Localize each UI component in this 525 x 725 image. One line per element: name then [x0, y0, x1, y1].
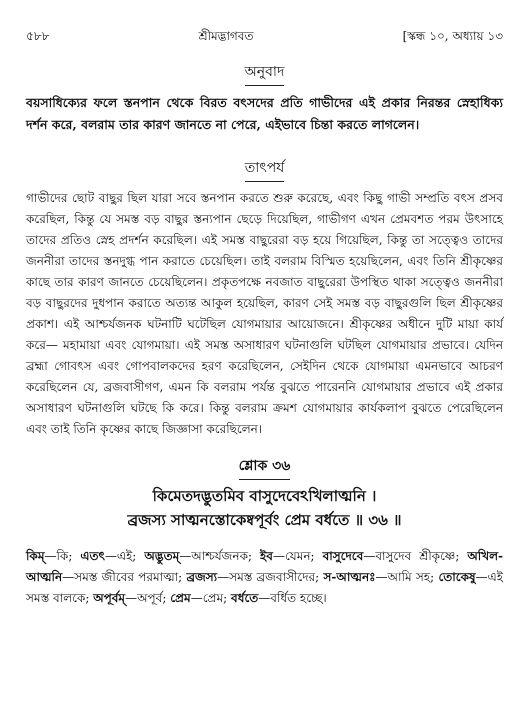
- verse-line-2: ব্রজস্য সাত্মনস্তোকেষ্বপূর্বং প্রেম বর্ধতে ॥ ৩৬ ॥: [127, 511, 402, 529]
- synonym-meaning: —কি;: [44, 549, 81, 563]
- verse-label: শ্লোক ৩৬: [239, 454, 291, 480]
- synonym-meaning: —আমি সহ;: [375, 570, 439, 584]
- synonym-meaning: —সমস্ত জীবের পরমাত্মা;: [62, 570, 187, 584]
- synonym-meaning: —আশ্চর্যজনক;: [179, 549, 261, 563]
- purport-heading-wrap: [26, 156, 503, 182]
- synonym-term: অখিল-আত্মনি: [26, 549, 504, 584]
- synonym-term: স-আত্মনঃ: [323, 570, 376, 584]
- book-title: শ্রীমদ্ভাগবত: [198, 29, 254, 43]
- synonym-meaning: —বর্ধিত হচ্ছে।: [258, 591, 327, 605]
- translation-heading: অনুবাদ: [245, 60, 285, 86]
- translation-heading-wrap: [26, 60, 503, 86]
- synonym-meaning: —এই;: [104, 549, 145, 563]
- synonym-term: তোকেষু: [438, 570, 476, 584]
- verse-label-wrap: [26, 454, 503, 480]
- synonym-term: অদ্ভুতম্: [144, 549, 180, 563]
- synonym-term: অপূর্বম্: [93, 591, 126, 605]
- page-header: [26, 28, 503, 46]
- synonym-meaning: —যেমন;: [272, 549, 323, 563]
- synonym-meaning: —বাসুদেব শ্রীকৃষ্ণে;: [363, 549, 468, 563]
- synonym-meaning: —প্রেম;: [190, 591, 232, 605]
- synonym-term: কিম্: [26, 549, 45, 563]
- synonym-meaning: —সমস্ত ব্রজবাসীদের;: [217, 570, 324, 584]
- synonym-term: এতৎ: [80, 549, 105, 563]
- purport-text: গাভীদের ছোট বাছুর ছিল যারা সবে স্তনপান করতে শুরু করেছে, এবং কিছু গাভী সম্প্রতি বৎস প্রসব করেছিল, কিন্তু যে সমস্ত বড় বাছুর স্তন্যপান ছেড়ে দিয়েছিল, গাভীগণ এখন প্রেমবশত পরম উৎসাহে তাদের প্রতিও স্নেহ প্রদর্শন করেছিল। এই সমস্ত বাছুরেরা বড় হয়ে গিয়েছিল, কিন্তু তা সত্ত্বেও তাদের জননীরা তাদের স্তনদুগ্ধ পান করাতে চেয়েছিল। তাই বলরাম বিস্মিত হয়েছিলেন, এবং তিনি শ্রীকৃষ্ণের কাছে তার কারণ জানতে চেয়েছিলেন। প্রকৃতপক্ষে নবজাত বাছুরেরা উপস্থিত থাকা সত্ত্বেও জননীরা বড় বাছুরদের দুধপান করাতে অত্যন্ত আকুল হয়েছিল, কারণ সেই সমস্ত বড় বাছুরগুলি ছিল শ্রীকৃষ্ণের প্রকাশ। এই আশ্চর্যজনক ঘটনাটি ঘটেছিল যোগমায়ার আয়োজনে। শ্রীকৃষ্ণের অধীনে দুটি মায়া কার্য করে— মহামায়া এবং যোগমায়া। এই সমস্ত অসাধারণ ঘটনাগুলি ঘটছিল যোগমায়ার প্রভাবে। যেদিন ব্রহ্মা গোবৎস এবং গোপবালকদের হরণ করেছিলেন, সেইদিন থেকে যোগমায়া এমনভাবে আচরণ করেছিলেন যে, ব্রজবাসীগণ, এমন কি বলরাম পর্যন্ত বুঝতে পারেননি যোগমায়ার প্রভাবে এই প্রকার অসাধারণ ঘটনাগুলি ঘটছে কি করে। কিন্তু বলরাম ক্রমশ যোগমায়ার কার্যকলাপ বুঝতে পেরেছিলেন এবং তাই তিনি কৃষ্ণের কাছে জিজ্ঞাসা করেছিলেন।: [26, 191, 503, 436]
- synonym-meaning: —অপূর্ব;: [125, 591, 171, 605]
- purport-heading: তাৎপর্য: [245, 156, 285, 182]
- synonym-term: বর্ধতে: [231, 591, 259, 605]
- synonym-term: ব্রজস্য: [186, 570, 218, 584]
- chapter-reference: [স্কন্ধ ১০, অধ্যায় ১৩: [402, 29, 503, 43]
- word-meanings: [26, 546, 503, 609]
- synonym-term: প্রেম: [170, 591, 191, 605]
- synonym-term: বাসুদেবে: [322, 549, 364, 563]
- translation-text: বয়সাধিক্যের ফলে স্তনপান থেকে বিরত বৎসদের প্রতি গাভীদের এই প্রকার নিরন্তর স্নেহাধিক্য দর্শন করে, বলরাম তার কারণ জানতে না পেরে, এইভাবে চিন্তা করতে লাগলেন।: [26, 95, 503, 132]
- verse-line-1: কিমেতদদ্ভুতমিব বাসুদেবেঽখিলাত্মনি ।: [152, 487, 377, 505]
- page-number: ৫৮৮: [26, 29, 50, 43]
- synonym-meaning: —এই সমস্ত বালকে;: [26, 570, 503, 605]
- synonym-term: ইব: [260, 549, 273, 563]
